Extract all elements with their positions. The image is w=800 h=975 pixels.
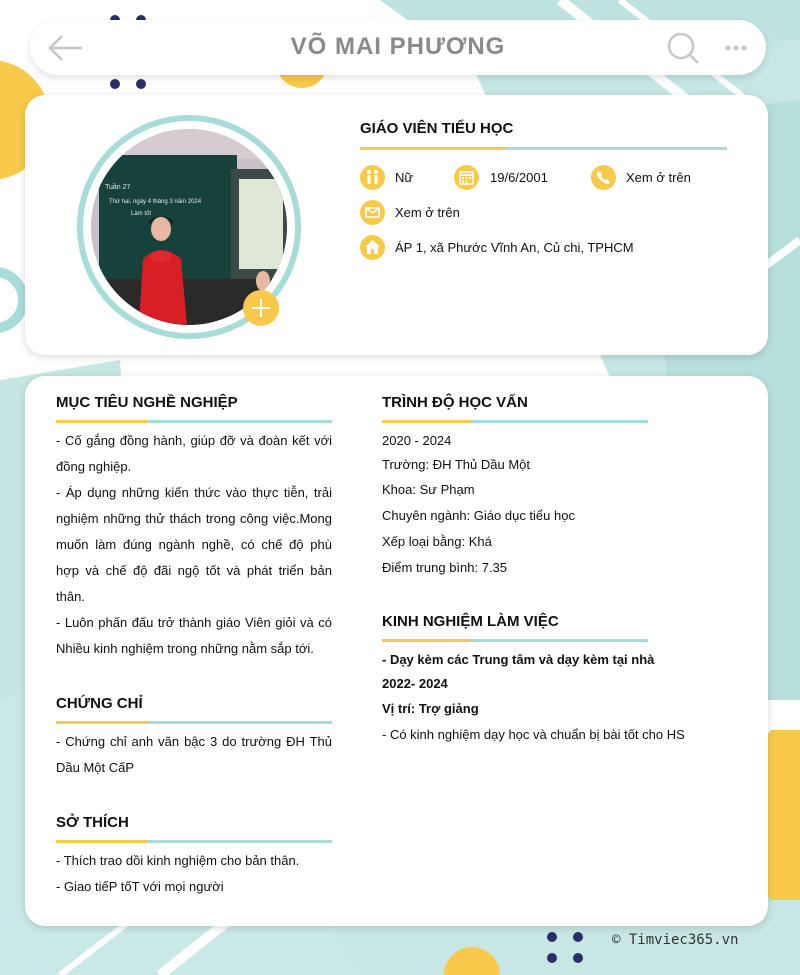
birthday-value: 19/6/2001	[490, 170, 548, 185]
hobbies-underline	[56, 840, 332, 843]
job-title: GIÁO VIÊN TIỂU HỌC	[360, 120, 514, 137]
education-gpa: Điểm trung bình: 7.35	[382, 560, 508, 575]
job-title-underline	[360, 147, 727, 150]
education-faculty: Khoa: Sư Phạm	[382, 482, 475, 497]
hobby-item: - Giao tiếP tốT với mọi người	[56, 879, 224, 894]
svg-text:Thứ hai, ngày 4 tháng 3 năm 20: Thứ hai, ngày 4 tháng 3 năm 2024	[109, 199, 202, 205]
candidate-name: VÕ MAI PHƯƠNG	[290, 33, 506, 60]
career-goal-title: MỤC TIÊU NGHỀ NGHIỆP	[56, 394, 238, 411]
experience-title: KINH NGHIỆM LÀM VIỆC	[382, 613, 559, 630]
certificates-underline	[56, 721, 332, 724]
add-photo-button[interactable]	[243, 290, 279, 326]
education-period: 2020 - 2024	[382, 433, 452, 448]
email-value: Xem ở trên	[395, 205, 460, 220]
gender-icon	[360, 165, 385, 190]
header-bar	[30, 20, 766, 75]
phone-row	[591, 165, 691, 190]
certificates-title: CHỨNG CHỈ	[56, 695, 143, 712]
experience-position: Vị trí: Trợ giảng	[382, 701, 479, 716]
education-underline	[382, 420, 648, 423]
career-goal-text	[56, 428, 332, 662]
education-rank: Xếp loại bằng: Khá	[382, 534, 492, 549]
experience-period: 2022- 2024	[382, 676, 448, 691]
address-value: ÁP 1, xã Phước Vĩnh An, Củ chi, TPHCM	[395, 240, 634, 255]
phone-icon	[591, 165, 616, 190]
email-row	[360, 200, 460, 225]
phone-value: Xem ở trên	[626, 170, 691, 185]
career-goal-underline	[56, 420, 332, 423]
profile-card	[25, 95, 768, 355]
search-icon[interactable]	[666, 31, 700, 65]
career-goal-paragraph: - Cố gắng đồng hành, giúp đỡ và đoàn kết với đồng nghiệp.	[56, 433, 332, 474]
plus-icon	[243, 290, 279, 326]
experience-job: - Dạy kèm các Trung tâm và dạy kèm tại nhà	[382, 652, 655, 667]
certificates-text	[56, 729, 332, 781]
education-major: Chuyên ngành: Giáo dục tiểu học	[382, 508, 575, 523]
svg-text:Làm tốt: Làm tốt	[131, 211, 152, 217]
certificate-item: - Chứng chỉ anh văn bậc 3 do trường ĐH Thủ Dầu Một CấP	[56, 734, 332, 775]
address-row	[360, 235, 634, 260]
details-card	[25, 376, 768, 926]
education-title: TRÌNH ĐỘ HỌC VẤN	[382, 394, 528, 411]
calendar-icon	[454, 165, 479, 190]
birthday-row	[454, 165, 548, 190]
footer-credit: © Timviec365.vn	[612, 932, 739, 948]
more-icon[interactable]	[724, 38, 748, 58]
career-goal-paragraph: - Luôn phấn đấu trở thành giáo Viên giỏi và có Nhiều kinh nghiệm trong những nằm sắp tới.	[56, 615, 332, 656]
education-school: Trường: ĐH Thủ Dầu Một	[382, 457, 530, 472]
experience-description: - Có kinh nghiệm dạy học và chuẩn bị bài tốt cho HS	[382, 727, 685, 742]
hobby-item: - Thích trao dồi kinh nghiệm cho bản thân.	[56, 853, 300, 868]
hobbies-title: SỞ THÍCH	[56, 814, 129, 831]
home-icon	[360, 235, 385, 260]
svg-text:Tuần 27: Tuần 27	[105, 184, 131, 191]
gender-row	[360, 165, 413, 190]
gender-value: Nữ	[395, 170, 414, 185]
email-icon	[360, 200, 385, 225]
career-goal-paragraph: - Áp dụng những kiến thức vào thực tiễn, trải nghiệm những thử thách trong công việc.Mong muốn làm đúng ngành nghề, có chế độ phù hợp và chế độ đãi ngộ tốt và phát triển bản thân.	[56, 485, 332, 604]
experience-underline	[382, 639, 648, 642]
